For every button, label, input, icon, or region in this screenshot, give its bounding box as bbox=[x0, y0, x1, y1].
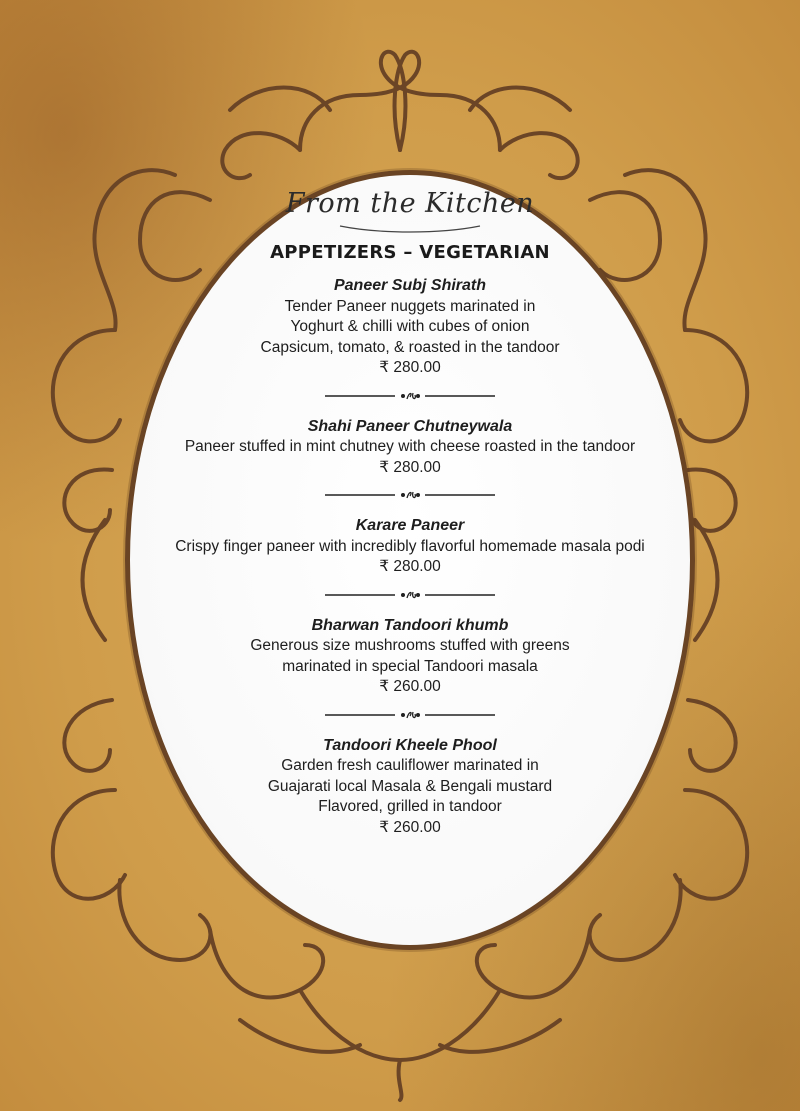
menu-item bbox=[150, 276, 670, 379]
menu-item-description-line: Paneer stuffed in mint chutney with cheese roasted in the tandoor bbox=[184, 438, 636, 455]
ornamental-divider-icon bbox=[150, 385, 670, 407]
kitchen-script-title: From the Kitchen bbox=[285, 188, 535, 219]
menu-item-description-line: Crispy finger paneer with incredibly flavorful homemade masala podi bbox=[175, 537, 645, 555]
menu-items-list bbox=[150, 276, 670, 838]
menu-item bbox=[150, 516, 670, 578]
ornamental-divider-icon bbox=[150, 704, 670, 726]
menu-item bbox=[150, 616, 670, 698]
menu-item-description-line: Garden fresh cauliflower marinated in bbox=[281, 757, 539, 774]
menu-item-price: ₹ 280.00 bbox=[379, 359, 441, 376]
menu-item-description-line: Guajarati local Masala & Bengali mustard bbox=[267, 777, 553, 795]
menu-item-name: Karare Paneer bbox=[355, 517, 465, 534]
menu-item-description-line: Capsicum, tomato, & roasted in the tandoor bbox=[260, 338, 560, 356]
section-title: APPETIZERS – VEGETARIAN bbox=[270, 242, 550, 263]
menu-item bbox=[150, 417, 670, 479]
menu-content bbox=[150, 180, 670, 838]
menu-item-description-line: Yoghurt & chilli with cubes of onion bbox=[290, 318, 530, 335]
menu-item-price: ₹ 260.00 bbox=[379, 818, 441, 836]
menu-item-name: Paneer Subj Shirath bbox=[333, 277, 487, 294]
menu-item-price: ₹ 280.00 bbox=[379, 558, 441, 575]
menu-item-price: ₹ 260.00 bbox=[379, 678, 441, 695]
menu-item-description-line: Flavored, grilled in tandoor bbox=[318, 798, 502, 815]
ornamental-divider-icon bbox=[150, 484, 670, 506]
menu-item-description-line: marinated in special Tandoori masala bbox=[282, 657, 538, 675]
menu-item-price: ₹ 280.00 bbox=[379, 458, 441, 476]
menu-item-description-line: Tender Paneer nuggets marinated in bbox=[284, 297, 536, 315]
menu-item-name: Shahi Paneer Chutneywala bbox=[307, 417, 513, 435]
ornamental-divider-icon bbox=[150, 584, 670, 606]
menu-item-description-line: Generous size mushrooms stuffed with greens bbox=[250, 637, 570, 654]
title-flourish-icon bbox=[150, 220, 670, 238]
menu-item-name: Tandoori Kheele Phool bbox=[323, 736, 497, 754]
menu-item bbox=[150, 736, 670, 839]
menu-item-name: Bharwan Tandoori khumb bbox=[311, 616, 509, 634]
